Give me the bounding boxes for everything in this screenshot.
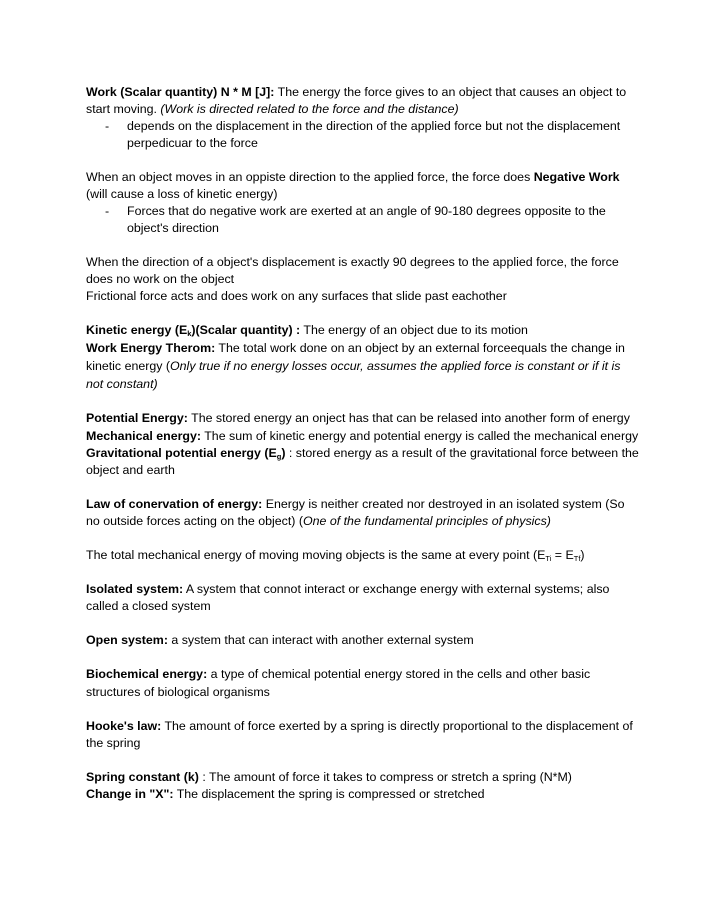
gravitational-sub: g [276,452,282,461]
work-energy-theorem [86,339,641,393]
potential-term: Potential Energy: [86,411,188,425]
total-mechanical-energy [86,547,641,564]
work-def: The energy the force gives to an object that causes an object to start moving. [86,85,627,116]
potential-energy-definition [86,410,641,428]
work-note: (Work is directed related to the force and the distance) [160,102,459,116]
changex-term-b: "X": [149,787,174,801]
isolated-def: A system that connot interact or exchange energy with external systems; also called a closed system [86,582,610,613]
mechanical-def: The sum of kinetic energy and potential energy is called the mechanical energy [201,428,639,443]
work-term: Work (Scalar quantity) N * M [J]: [86,85,275,99]
changex-term-a: Change in [86,787,150,801]
open-term: Open system: [86,633,168,647]
document-page [86,84,641,803]
hookes-law-definition [86,718,641,752]
conservation-term: Law of conervation of energy: [86,497,263,511]
negative-term: Negative Work [533,170,620,184]
isolated-system-definition [86,581,641,615]
total-sub-final: Tf [573,554,581,563]
perpendicular-paragraph: When the direction of a object's displacement is exactly 90 degrees to the applied force, the force does no work on the object [86,255,619,286]
kinetic-def: The energy of an object due to its motion [300,323,528,337]
kinetic-sub: k [187,329,192,338]
gravitational-term-a: Gravitational potential energy (E [86,446,277,460]
spring-def: : The amount of force it takes to compress or stretch a spring (N*M) [198,770,572,784]
mechanical-energy-definition [86,428,641,446]
negative-bullet-text: Forces that do negative work are exerted at an angle of 90-180 degrees opposite to the object's direction [127,204,606,235]
spring-constant-definition [86,769,641,786]
theorem-term: Work Energy Therom: [86,341,216,355]
open-system-definition [86,632,641,649]
changex-def: The displacement the spring is compressed or stretched [173,787,485,801]
gravitational-term-b: ) [281,446,286,460]
bullet-dash: - [105,119,110,133]
biochemical-def: a type of chemical potential energy stored in the cells and other basic structures of biological organisms [86,667,591,699]
total-end: ) [580,548,585,562]
negative-bullet [86,203,641,237]
spring-term: Spring constant (k) [86,770,199,784]
work-definition [86,84,641,118]
work-bullet-text: depends on the displacement in the direction of the applied force but not the displacement perpedicuar to the force [127,119,621,150]
changex-term [86,787,173,801]
change-in-x-definition [86,786,641,803]
kinetic-term-a: Kinetic energy (E [86,323,188,337]
work-bullet [86,118,641,152]
total-sub-initial: Ti [545,554,552,563]
friction-paragraph: Frictional force acts and does work on any surfaces that slide past eachother [86,289,507,303]
theorem-def: The total work done on an object by an external forceequals the change in kinetic energy ( [86,341,625,373]
total-text: The total mechanical energy of moving moving objects is the same at every point (E [86,548,546,562]
potential-def: The stored energy an onject has that can be relased into another form of energy [187,411,630,425]
kinetic-term [86,323,300,337]
kinetic-term-b: )(Scalar quantity) : [191,323,301,337]
bullet-dash: - [105,204,110,218]
isolated-term: Isolated system: [86,582,184,596]
conservation-note: One of the fundamental principles of physics) [302,514,551,528]
negative-work-paragraph [86,169,641,203]
open-def: a system that can interact with another external system [167,633,474,647]
conservation-law [86,496,641,530]
gravitational-energy-definition [86,445,641,479]
kinetic-energy-definition [86,322,641,339]
total-mid: = E [551,548,574,562]
negative-tail: (will cause a loss of kinetic energy) [86,187,278,201]
conservation-def: Energy is neither created nor destroyed in an isolated system (So no outside forces acting on the object) ( [86,497,625,528]
hooke-term: Hooke's law: [86,719,162,733]
negative-intro: When an object moves in an oppiste direction to the applied force, the force does [86,170,534,184]
biochemical-term: Biochemical energy: [86,667,208,681]
biochemical-energy-definition [86,666,641,701]
hooke-def: The amount of force exerted by a spring is directly proportional to the displacement of the spring [86,719,633,750]
theorem-note: Only true if no energy losses occur, assumes the applied force is constant or if it is not constant) [86,359,621,391]
gravitational-def: : stored energy as a result of the gravitational force between the object and earth [86,446,639,477]
gravitational-term [86,446,285,460]
mechanical-term: Mechanical energy: [86,428,202,443]
